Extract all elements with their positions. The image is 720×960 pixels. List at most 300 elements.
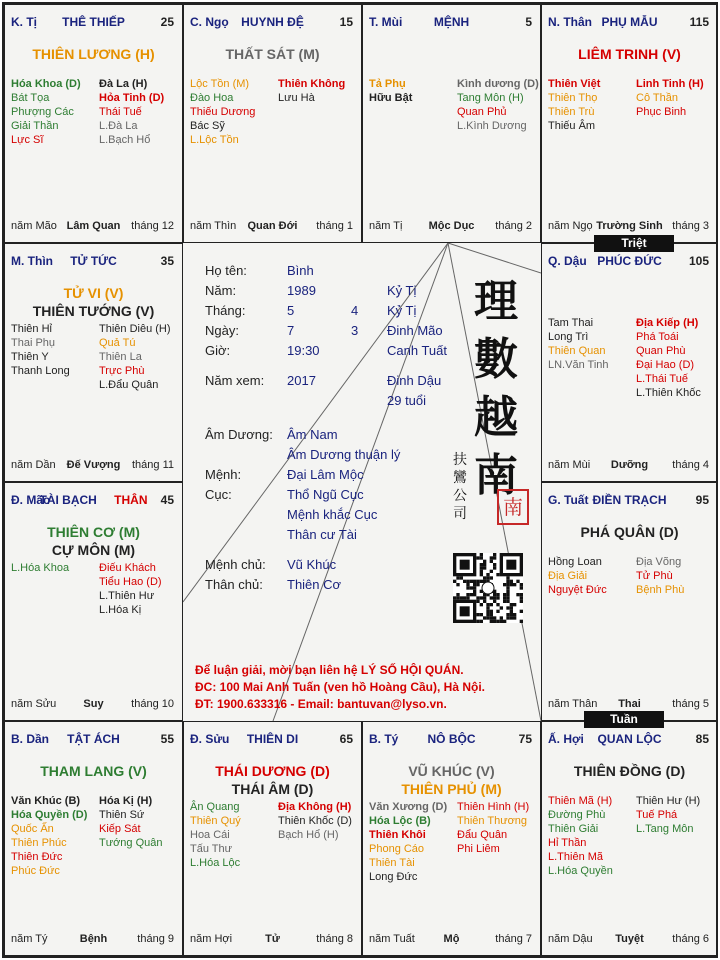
- info-canchi: Kỷ Tị: [387, 283, 417, 298]
- info-label: Năm xem:: [205, 373, 265, 388]
- palace-code-text: Ấ. Hợi: [548, 732, 584, 746]
- minor-star: Hóa Kị (H): [99, 795, 153, 807]
- menh-value: Đại Lâm Mộc: [287, 467, 364, 482]
- palace-footer: [5, 220, 182, 234]
- minor-star: Hóa Quyền (D): [11, 809, 88, 821]
- main-star: THIÊN TƯỚNG (V): [32, 303, 155, 319]
- than-chu-value: Thiên Cơ: [287, 577, 342, 592]
- palace-age: 75: [518, 732, 532, 746]
- info-value: 2017: [287, 373, 316, 388]
- palace-mao[interactable]: [4, 482, 183, 721]
- left-stars: [548, 316, 609, 372]
- minor-star: Long Đức: [369, 871, 418, 883]
- contact-phone-email: ĐT: 1900.633316 - Email: bantuvan@lyso.vn.: [195, 697, 447, 711]
- palace-month: tháng 8: [316, 933, 353, 945]
- left-stars: [369, 77, 412, 105]
- right-stars: [99, 561, 162, 617]
- palace-year: năm Mùi: [548, 459, 591, 471]
- minor-star: L.Thiên Khốc: [636, 387, 701, 399]
- left-stars: [369, 800, 447, 884]
- minor-star: Hóa Lộc (B): [369, 815, 431, 827]
- minor-star: Địa Không (H): [278, 801, 352, 813]
- palace-footer: [542, 459, 717, 473]
- minor-star: Thiên Quý: [190, 815, 241, 827]
- palace-age: 85: [695, 732, 709, 746]
- minor-star: Bệnh Phù: [636, 584, 685, 596]
- palace-header: [184, 732, 361, 746]
- minor-star: Thiên La: [99, 351, 142, 363]
- palace-stage: Tử: [265, 933, 280, 945]
- palace-ti[interactable]: [4, 4, 183, 243]
- am-duong-label: Âm Dương:: [205, 427, 273, 442]
- minor-star: Ân Quang: [190, 801, 240, 813]
- minor-star: L.Thiên Mã: [548, 851, 604, 863]
- info-lunar: 3: [351, 323, 359, 338]
- palace-name: [184, 15, 361, 29]
- palace-footer: [542, 933, 717, 947]
- main-star: THIÊN PHỦ (M): [401, 781, 502, 797]
- minor-star: Tả Phụ: [369, 78, 406, 90]
- palace-footer: [542, 698, 717, 712]
- palace-header: [363, 732, 540, 746]
- minor-star: Thiên Sứ: [99, 809, 145, 821]
- minor-star: L.Hóa Lộc: [190, 857, 241, 869]
- info-label: Tháng:: [205, 303, 246, 318]
- minor-star: Quan Phù: [636, 345, 686, 357]
- right-stars: [457, 77, 539, 133]
- contact-address: ĐC: 100 Mai Anh Tuấn (ven hồ Hoàng Cầu), Hà Nội.: [195, 680, 486, 694]
- minor-star: Đà La (H): [99, 78, 148, 90]
- palace-name: [363, 732, 540, 746]
- minor-star: Thiên Hình (H): [457, 801, 530, 813]
- minor-star: Đẩu Quân: [457, 829, 508, 841]
- palace-month: tháng 6: [672, 933, 709, 945]
- main-star: CỰ MÔN (M): [51, 542, 136, 558]
- minor-star: Thiên Khốc (D): [278, 815, 352, 827]
- palace-header: [5, 254, 182, 268]
- palace-age: 25: [160, 15, 174, 29]
- palace-month: tháng 1: [316, 220, 353, 232]
- tuan-tag: Tuần: [584, 711, 664, 728]
- minor-star: L.Bạch Hổ: [99, 134, 151, 146]
- minor-star: Thiên Mã (H): [548, 795, 613, 807]
- palace-month: tháng 10: [131, 698, 174, 710]
- palace-year: năm Sửu: [11, 698, 57, 710]
- minor-star: Thiên Đức: [11, 851, 63, 863]
- qr-code: [453, 553, 523, 623]
- palace-ty[interactable]: [362, 721, 541, 956]
- minor-star: Hồng Loan: [548, 556, 602, 568]
- palace-month: tháng 7: [495, 933, 532, 945]
- right-stars: [636, 794, 700, 836]
- minor-star: Tử Phù: [636, 570, 673, 582]
- palace-year: năm Hợi: [190, 933, 233, 945]
- minor-star: Thiên Việt: [548, 78, 601, 90]
- minor-star: Linh Tinh (H): [636, 78, 704, 90]
- palace-age: 115: [689, 15, 709, 29]
- palace-code-text: M. Thìn: [11, 254, 53, 268]
- palace-year: năm Thân: [548, 698, 598, 710]
- minor-star: Văn Xương (D): [369, 801, 448, 813]
- info-label: Ngày:: [205, 323, 239, 338]
- palace-header: [363, 15, 540, 29]
- info-value: 19:30: [287, 343, 320, 358]
- palace-header: [542, 15, 717, 29]
- palace-footer: [5, 459, 182, 473]
- palace-age: 65: [339, 732, 353, 746]
- palace-year: năm Tý: [11, 933, 48, 945]
- minor-star: Hỉ Thần: [548, 837, 587, 849]
- palace-age: 35: [160, 254, 174, 268]
- palace-footer: [363, 933, 540, 947]
- palace-name: [542, 493, 717, 507]
- palace-header: [5, 15, 182, 29]
- small-chars: 扶鸞公司: [453, 452, 467, 522]
- palace-name: [5, 732, 182, 746]
- minor-star: Thiên Phúc: [11, 837, 67, 849]
- cuc-label: Cục:: [205, 487, 232, 502]
- right-stars: [636, 316, 701, 400]
- minor-star: L.Tang Môn: [636, 823, 694, 835]
- palace-header: [5, 732, 182, 746]
- left-stars: [548, 555, 607, 597]
- minor-star: Thái Tuế: [99, 106, 142, 118]
- palace-name: [542, 732, 717, 746]
- minor-star: Thiên Y: [11, 351, 49, 363]
- palace-footer: [184, 220, 361, 234]
- right-stars: [99, 77, 164, 147]
- palace-code-text: C. Ngọ: [190, 15, 229, 29]
- palace-code-text: T. Mùi: [369, 15, 403, 29]
- calligraphy-char: 數: [474, 334, 518, 385]
- horoscope-chart: [2, 2, 718, 958]
- palace-footer: [5, 698, 182, 712]
- minor-star: Thiên Diêu (H): [99, 323, 171, 335]
- minor-star: Đào Hoa: [190, 92, 234, 104]
- calligraphy: [471, 273, 521, 505]
- minor-star: Phục Binh: [636, 106, 687, 118]
- palace-month: tháng 5: [672, 698, 709, 710]
- main-star: PHÁ QUÂN (D): [580, 524, 679, 540]
- palace-footer: [363, 220, 540, 234]
- palace-age: 95: [695, 493, 709, 507]
- cuc-note: Mệnh khắc Cục: [287, 507, 378, 522]
- minor-star: Quốc Ấn: [11, 823, 54, 835]
- palace-age: 45: [160, 493, 174, 507]
- palace-code-text: B. Tý: [369, 732, 399, 746]
- minor-star: Lực Sĩ: [11, 134, 44, 146]
- left-stars: [11, 77, 81, 147]
- palace-name: [363, 15, 540, 29]
- palace-year: năm Thìn: [190, 220, 237, 232]
- minor-star: Thiên Quan: [548, 345, 606, 357]
- palace-suu[interactable]: [183, 721, 362, 956]
- left-stars: [548, 77, 600, 133]
- palace-hoi[interactable]: [541, 721, 718, 956]
- palace-month: tháng 11: [131, 459, 174, 471]
- palace-age: 105: [688, 254, 709, 268]
- minor-star: Lưu Hà: [278, 92, 315, 104]
- minor-star: Kình dương (D): [457, 78, 539, 90]
- right-stars: [278, 77, 345, 105]
- info-value: 1989: [287, 283, 316, 298]
- minor-star: L.Đẩu Quân: [99, 379, 159, 391]
- palace-stage: Thai: [618, 698, 641, 710]
- info-canchi: Đinh Mão: [387, 323, 443, 338]
- right-stars: [99, 322, 171, 392]
- palace-footer: [184, 933, 361, 947]
- right-stars: [278, 800, 352, 842]
- calligraphy-char: 越: [474, 392, 518, 443]
- calligraphy-char: 理: [474, 276, 518, 327]
- than-marker: THÂN: [114, 493, 148, 507]
- minor-star: Nguyệt Đức: [548, 584, 607, 596]
- minor-star: Quan Phủ: [457, 106, 507, 118]
- left-stars: [190, 800, 241, 870]
- minor-star: Địa Võng: [636, 556, 682, 568]
- palace-name-text: TẬT ÁCH: [67, 732, 120, 746]
- palace-tuat[interactable]: [541, 482, 718, 721]
- main-star: THIÊN CƠ (M): [47, 524, 140, 540]
- than-chu-label: Thân chủ:: [205, 577, 263, 592]
- minor-star: L.Hóa Khoa: [11, 562, 70, 574]
- minor-star: Thiếu Âm: [548, 120, 596, 132]
- palace-code-text: G. Tuất: [548, 493, 589, 507]
- minor-star: Thiên Trù: [548, 106, 595, 118]
- palace-header: [184, 15, 361, 29]
- palace-year: năm Dần: [11, 459, 56, 471]
- main-star: VŨ KHÚC (V): [408, 763, 495, 779]
- minor-star: Trực Phù: [99, 365, 145, 377]
- cuc-value: Thổ Ngũ Cục: [287, 487, 364, 502]
- minor-star: Thiên Khôi: [369, 829, 426, 841]
- minor-star: Hóa Khoa (D): [11, 78, 81, 90]
- palace-month: tháng 4: [672, 459, 709, 471]
- palace-stage: Tuyệt: [615, 933, 644, 945]
- palace-code-text: K. Tị: [11, 15, 37, 29]
- minor-star: Bác Sỹ: [190, 120, 225, 132]
- contact-line-1: Để luận giải, mời bạn liên hệ LÝ SỐ HỘI QUÁN.: [195, 663, 464, 677]
- palace-age: 5: [525, 15, 532, 29]
- palace-month: tháng 12: [131, 220, 174, 232]
- palace-name-text: PHÚC ĐỨC: [597, 254, 662, 268]
- minor-star: Điếu Khách: [99, 562, 156, 574]
- minor-star: Đại Hao (D): [636, 359, 695, 371]
- minor-star: Kiếp Sát: [99, 823, 141, 835]
- palace-code-text: B. Dần: [11, 732, 50, 746]
- minor-star: Hoa Cái: [190, 829, 230, 841]
- minor-star: L.Thiên Hư: [99, 590, 155, 602]
- minor-star: Tấu Thư: [190, 843, 233, 855]
- right-stars: [99, 794, 163, 850]
- minor-star: Tiểu Hao (D): [99, 576, 162, 588]
- minor-star: Thiên Tài: [369, 857, 415, 869]
- palace-stage: Dưỡng: [610, 459, 649, 471]
- palace-stage: Mộ: [443, 933, 460, 945]
- palace-name: [184, 732, 361, 746]
- palace-name-text: TỬ TỨC: [70, 254, 117, 268]
- palace-dan[interactable]: [4, 721, 183, 956]
- main-star: THIÊN LƯƠNG (H): [32, 46, 155, 62]
- minor-star: Tướng Quân: [99, 837, 163, 849]
- palace-year: năm Tị: [369, 220, 403, 232]
- minor-star: Thai Phụ: [11, 337, 56, 349]
- palace-stage: Lâm Quan: [66, 220, 121, 232]
- menh-label: Mệnh:: [205, 467, 242, 482]
- minor-star: L.Thái Tuế: [636, 373, 688, 385]
- palace-name-text: TÀI BẠCH: [39, 493, 97, 507]
- minor-star: Phúc Đức: [11, 865, 60, 877]
- minor-star: Long Trì: [548, 331, 589, 343]
- info-canchi: Đinh Dậu: [387, 373, 442, 388]
- palace-name-text: THÊ THIẾP: [62, 15, 125, 29]
- info-value: 5: [287, 303, 295, 318]
- am-duong-note: Âm Dương thuận lý: [287, 447, 401, 462]
- minor-star: Tang Môn (H): [457, 92, 524, 104]
- palace-year: năm Ngọ: [548, 220, 593, 232]
- calligraphy-char: 南: [474, 450, 518, 501]
- palace-name-text: ĐIỀN TRẠCH: [592, 493, 667, 507]
- palace-footer: [5, 933, 182, 947]
- main-star: LIÊM TRINH (V): [578, 46, 681, 62]
- palace-month: tháng 9: [137, 933, 174, 945]
- palace-code-text: Q. Dậu: [548, 254, 587, 268]
- right-stars: [636, 555, 684, 597]
- main-star: THIÊN ĐỒNG (D): [573, 763, 686, 779]
- am-duong-value: Âm Nam: [287, 427, 338, 442]
- palace-name-text: THIÊN DI: [246, 732, 299, 746]
- minor-star: L.Đà La: [99, 120, 138, 132]
- menh-chu-label: Mệnh chủ:: [205, 557, 266, 572]
- info-value: 7: [287, 323, 295, 338]
- palace-name: [5, 254, 182, 268]
- minor-star: Phá Toái: [636, 331, 679, 343]
- palace-than[interactable]: [541, 4, 718, 243]
- left-stars: [11, 794, 87, 878]
- palace-code-text: N. Thân: [548, 15, 592, 29]
- minor-star: Hỏa Tinh (D): [99, 92, 165, 104]
- minor-star: L.Hóa Kị: [99, 604, 142, 616]
- minor-star: Thiếu Dương: [190, 106, 256, 118]
- palace-year: năm Mão: [11, 220, 57, 232]
- left-stars: [11, 561, 69, 575]
- palace-stage: Đế Vượng: [66, 459, 121, 471]
- info-label: Năm:: [205, 283, 237, 298]
- palace-name-text: QUAN LỘC: [597, 732, 662, 746]
- minor-star: L.Kình Dương: [457, 120, 527, 132]
- palace-stage: Suy: [83, 698, 104, 710]
- minor-star: Thanh Long: [11, 365, 70, 377]
- minor-star: Phi Liêm: [457, 843, 500, 855]
- triet-tag: Triệt: [594, 235, 674, 252]
- palace-code-text: Đ. Mão: [11, 493, 51, 507]
- right-stars: [457, 800, 529, 856]
- info-value: Bình: [287, 263, 314, 278]
- main-star: THÁI ÂM (D): [231, 781, 314, 797]
- minor-star: Văn Khúc (B): [11, 795, 81, 807]
- palace-month: tháng 3: [672, 220, 709, 232]
- minor-star: Thiên Giải: [548, 823, 599, 835]
- palace-name: [5, 493, 182, 507]
- minor-star: Quả Tú: [99, 337, 136, 349]
- info-lunar: 4: [351, 303, 359, 318]
- minor-star: Phượng Các: [11, 106, 74, 118]
- palace-header: [542, 732, 717, 746]
- info-canchi: Kỷ Tị: [387, 303, 417, 318]
- palace-dau[interactable]: [541, 243, 718, 482]
- palace-stage: Trường Sinh: [596, 220, 663, 232]
- palace-age: 55: [160, 732, 174, 746]
- than-cu-note: Thân cư Tài: [287, 527, 357, 542]
- palace-header: [5, 493, 182, 507]
- minor-star: Thiên Không: [278, 78, 346, 90]
- minor-star: LN.Văn Tinh: [548, 359, 609, 371]
- palace-footer: [542, 220, 717, 234]
- palace-name-text: HUYNH ĐỆ: [241, 15, 304, 29]
- palace-thin[interactable]: [4, 243, 183, 482]
- red-seal: 南: [497, 489, 529, 525]
- minor-star: Cô Thần: [636, 92, 678, 104]
- palace-name-text: NÔ BỘC: [427, 732, 476, 746]
- minor-star: L.Lộc Tồn: [190, 134, 239, 146]
- minor-star: Giải Thần: [11, 120, 59, 132]
- minor-star: Bát Tọa: [11, 92, 50, 104]
- palace-stage: Bệnh: [79, 933, 108, 945]
- minor-star: Hữu Bật: [369, 92, 413, 104]
- info-label: Họ tên:: [205, 263, 247, 278]
- minor-star: Thiên Thọ: [548, 92, 598, 104]
- palace-name: [5, 15, 182, 29]
- main-star: THÁI DƯƠNG (D): [215, 763, 330, 779]
- minor-star: Thiên Hư (H): [636, 795, 701, 807]
- info-label: Giờ:: [205, 343, 231, 358]
- main-star: THAM LANG (V): [40, 763, 147, 779]
- palace-year: năm Dậu: [548, 933, 593, 945]
- palace-stage: Mộc Dục: [428, 220, 475, 232]
- menh-chu-value: Vũ Khúc: [287, 557, 337, 572]
- main-star: THẤT SÁT (M): [225, 46, 320, 62]
- palace-name-text: MỆNH: [433, 15, 470, 29]
- minor-star: Bạch Hổ (H): [278, 829, 339, 841]
- info-canchi: Canh Tuất: [387, 343, 447, 358]
- left-stars: [190, 77, 255, 147]
- minor-star: L.Hóa Quyền: [548, 865, 613, 877]
- minor-star: Thiên Thương: [457, 815, 528, 827]
- palace-mui[interactable]: [362, 4, 541, 243]
- center-info: [183, 243, 541, 721]
- palace-code-text: Đ. Sửu: [190, 732, 230, 746]
- palace-header: [542, 493, 717, 507]
- main-star: TỬ VI (V): [63, 285, 124, 301]
- palace-header: [542, 254, 717, 268]
- minor-star: Địa Kiếp (H): [636, 317, 699, 329]
- palace-name-text: PHỤ MẪU: [601, 15, 658, 29]
- palace-age: 15: [339, 15, 353, 29]
- palace-ngo[interactable]: [183, 4, 362, 243]
- minor-star: Tam Thai: [548, 317, 594, 329]
- palace-stage: Quan Đới: [247, 220, 298, 232]
- right-stars: [636, 77, 704, 119]
- left-stars: [548, 794, 613, 878]
- minor-star: Đường Phù: [548, 809, 606, 821]
- minor-star: Địa Giải: [548, 570, 588, 582]
- minor-star: Thiên Hỉ: [11, 323, 52, 335]
- left-stars: [11, 322, 70, 378]
- minor-star: Phong Cáo: [369, 843, 425, 855]
- minor-star: Lộc Tồn (M): [190, 78, 250, 90]
- palace-year: năm Tuất: [369, 933, 415, 945]
- minor-star: Tuế Phá: [636, 809, 678, 821]
